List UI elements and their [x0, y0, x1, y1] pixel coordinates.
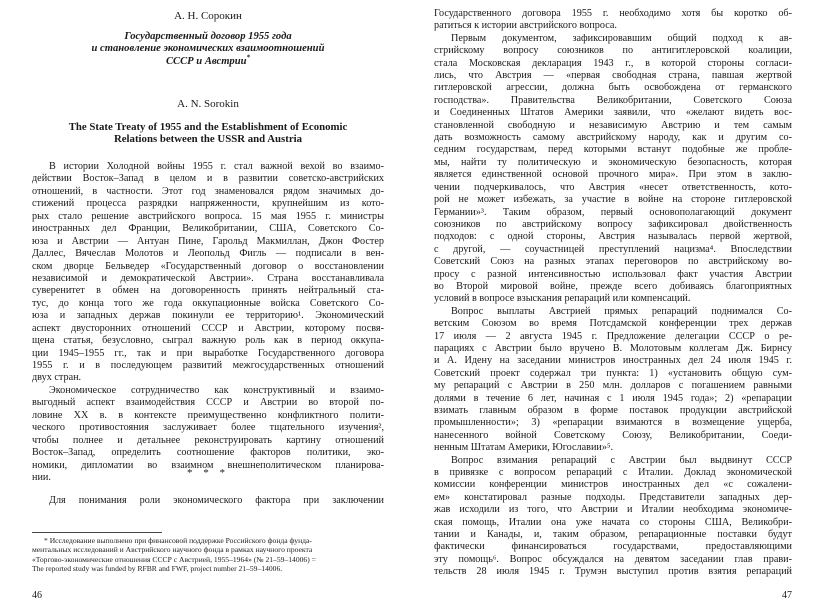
text-line: жав исходили из того, что Австрии и Италии необходима экономиче-: [434, 504, 792, 516]
right-page: [410, 0, 820, 609]
text-line: независимой и демократической Австрии». Страна восстанавливала: [32, 272, 384, 284]
text-line: парациях с Австрии было вручено В. Молотовым коллегам Дж. Бирнсу: [434, 342, 792, 354]
text-line: Восток–Запад, определить соотношение факторов политики, эко-: [32, 447, 384, 459]
section-separator: * * *: [187, 467, 229, 479]
text-line: во Второй мировой войне, прежде всего добиваясь благоприятных: [434, 280, 792, 292]
text-line: становленной свободную и независимую Австрию и тем самым: [434, 119, 792, 131]
text-line: 1955 г. и в последующем развитий межгосударственных отношений: [32, 360, 384, 371]
footnote-line: «Торговo-экономические отношения СССР с Австрией, 1955–1964» (№ 21–59–14006) =: [32, 554, 316, 564]
text-line: ем» констатировал разные подходы. Представители западных дер-: [434, 491, 792, 503]
text-line: седним государствам, перед которыми встанут подобные же пробле-: [434, 144, 792, 156]
left-final-paragraph: [32, 495, 384, 507]
text-line: иностранных дел Франции, Великобритании, США, Советского Со-: [32, 223, 384, 235]
text-line: нанесенного войной Советскому Союзу, Великобритании, Соеди-: [434, 429, 792, 441]
text-line: чтобы полнее и детальнее реконструировать картину отношений: [32, 434, 384, 446]
footnote-line: The reported study was funded by RFBR and FWF, project number 21–59–14006.: [32, 564, 283, 574]
text-line: условий в вопросе взыскания репараций или компенсаций.: [434, 293, 691, 305]
article-title-en: [32, 121, 384, 146]
text-line: аспект двусторонних отношений СССР и Австрии, которому посвя-: [32, 322, 384, 334]
text-line: Вопрос выплаты Австрией прямых репараций поднимался Со-: [451, 305, 792, 317]
text-line: промышленности»; 3) «репарации взимаются в возмещение ущерба,: [434, 417, 792, 429]
text-line: ратиться к истории австрийского вопроса.: [434, 20, 617, 32]
text-line: стижений процесса разрядки напряженности, крупнейшим из кото-: [32, 198, 384, 210]
footnote-line: * Исследование выполнено при финансовой поддержке Российского фонда фунда-: [44, 536, 312, 545]
text-line: Для понимания роли экономического фактора при заключении: [49, 495, 384, 506]
text-line: Первым документом, зафиксировавшим общий подход к ав-: [451, 32, 792, 44]
text-line: тании и Канады, и, таким образом, репарационные поставки будут: [434, 529, 792, 541]
title-footnote-mark[interactable]: *: [246, 53, 251, 62]
text-line: с другой, — соучастницей преступлений нацизма⁴. Впоследствии: [434, 243, 792, 255]
author-en: A. N. Sorokin: [177, 98, 239, 110]
text-line: подходов: с одной стороны, Австрия называлась первой жертвой,: [434, 231, 792, 243]
text-line: Государственного договора 1955 г. необходимо хотя бы коротко об-: [434, 8, 792, 19]
text-line: отношений, в частности. Этот год знаменовался рядом значимых до-: [32, 185, 384, 197]
text-line: эту помощь⁶. Вопрос обсуждался на девятом заседании глав прави-: [434, 553, 792, 565]
page-number-left: 46: [32, 590, 42, 601]
text-line: номики, дипломатии во взаимном внешнеполитическом планирова-: [32, 459, 384, 471]
title-ru-line: и становление экономических взаимоотношений: [91, 43, 325, 55]
text-line: Советский проект содержал три пункта: 1) «установить общую сум-: [434, 367, 792, 379]
text-line: юза и Австрии — Антуан Пине, Гарольд Макмиллан, Джон Фостер: [32, 235, 384, 247]
text-line: ненным Штатам Америки, Югославии»⁵.: [434, 442, 614, 454]
text-line: гитлеровской агрессии, должна быть освобождена от германского: [434, 82, 792, 94]
text-line: и А. Идену на заседании министров иностранных дел 24 июля 1945 г.: [434, 355, 792, 367]
text-line: дать возможность самому австрийскому народу, как и другим со-: [434, 132, 792, 144]
text-line: му репараций с Австрии в 250 млн. долларов с погашением равными: [434, 380, 792, 392]
text-line: и Соединенных Штатов Америки заявили, что «желают видеть вос-: [434, 107, 792, 119]
text-line: стрийскому вопросу союзников по антигитлеровской коалиции,: [434, 45, 792, 57]
text-line: долями в течение 6 лет, начиная с 1 июля 1945 года»; 2) «репарации: [434, 392, 792, 404]
left-body-text: [32, 161, 384, 484]
text-line: рой не может избежать, за участие в войне на стороне гитлеровской: [434, 194, 792, 206]
footnote-rule: [32, 532, 162, 533]
text-line: ская помощь, Италии она уже начата со стороны США, Великобри-: [434, 516, 792, 528]
text-line: тельств 28 июля 1945 г. Трумэн выступил против взятия репараций: [434, 566, 792, 578]
text-line: лись, что Австрия — «первая свободная страна, павшая жертвой: [434, 70, 792, 82]
text-line: ции 1945–1955 гг., так и при выработке Государственного договора: [32, 347, 384, 359]
title-en-line: Relations between the USSR and Austria: [113, 133, 303, 146]
text-line: комиссии конференции министров иностранных дел «с сожалени-: [434, 479, 792, 491]
text-line: выгодный аспект взаимодействия СССР и Австрии во второй по-: [32, 397, 384, 409]
text-line: щена статья, безусловно, сыграл важную роль как в период оккупа-: [32, 335, 384, 347]
text-line: союзников по австрийскому вопросу зафиксировал двойственность: [434, 218, 792, 230]
text-line: чении подчеркивалось, что Австрия «несет ответственность, кото-: [434, 181, 792, 193]
text-line: двух стран.: [32, 372, 82, 384]
footnote-line: ментальных исследований и Австрийского научного фонда в рамках научного проекта: [32, 545, 313, 555]
title-ru-line: Государственный договор 1955 года: [124, 31, 292, 42]
text-line: ском дворце Бельведер «Государственный договор о восстановлении: [32, 260, 384, 272]
title-ru-line-text: СССР и Австрии: [165, 55, 247, 67]
text-line: мы, найти ту политическую и экономическую безопасность, которая: [434, 156, 792, 168]
text-line: Вопрос взимания репараций с Австрии был выдвинут СССР: [451, 454, 792, 466]
text-line: нии.: [32, 471, 51, 483]
text-line: стала Московская декларация 1943 г., в которой стороны согласи-: [434, 57, 792, 69]
text-line: фактически финансироваться государствами, предоставляющими: [434, 541, 792, 553]
text-line: рых стало решение австрийского вопроса. 15 мая 1955 г. министры: [32, 210, 384, 222]
text-line: просу с разной интенсивностью использовал факт участия Австрии: [434, 268, 792, 280]
right-body-text: [434, 8, 792, 579]
text-line: Экономическое сотрудничество как конструктивный и взаимо-: [49, 384, 384, 396]
article-title-ru: [32, 31, 384, 68]
text-line: Германии»³. Таким образом, первый основополагающий документ: [434, 206, 792, 218]
footnote: [32, 536, 384, 574]
text-line: Даллес, Вячеслав Молотов и Леопольд Фигль — подписали в вен-: [32, 248, 384, 260]
title-en-line: The State Treaty of 1955 and the Establishment of Economic: [68, 121, 348, 133]
author-ru: А. Н. Сорокин: [174, 10, 242, 22]
text-line: юза и западных держав покинули ее территорию¹. Экономический: [32, 310, 384, 322]
text-line: суверенитет в обмен на договоренность принять нейтральный ста-: [32, 285, 384, 297]
text-line: взимать главным образом в форме поставок продукции австрийской: [434, 405, 792, 416]
left-column: [32, 0, 384, 609]
text-line: является единственной основой прочного мира». При этом в заклю-: [434, 169, 792, 181]
text-line: В истории Холодной войны 1955 г. стал важной вехой во взаимо-: [49, 161, 384, 172]
text-line: Советский Союз на разных этапах переговоров по австрийскому во-: [434, 256, 792, 268]
text-line: действии Восток–Запад в целом и в развитии советско-австрийских: [32, 173, 384, 185]
page-number-right: 47: [782, 590, 792, 601]
right-column: [434, 0, 792, 609]
text-line: господства». Правительства Великобритании, Советского Союза: [434, 94, 792, 106]
text-line: 17 июля — 2 августа 1945 г. Предложение делегации СССР о ре-: [434, 330, 792, 342]
text-line: ловине XX в. в контексте преимущественно конфликтного полити-: [32, 409, 384, 421]
text-line: в привязке с вопросом репараций с Италии. Доклад экономической: [434, 467, 792, 479]
text-line: тус, до конца того же года оккупационные войска Советского Со-: [32, 297, 384, 309]
text-line: ческого противостояния заслуживает более тщательного изучения²,: [32, 422, 384, 434]
text-line: ветским Союзом во время Потсдамской конференции трех держав: [434, 318, 792, 330]
title-ru-line-last: [32, 53, 384, 68]
